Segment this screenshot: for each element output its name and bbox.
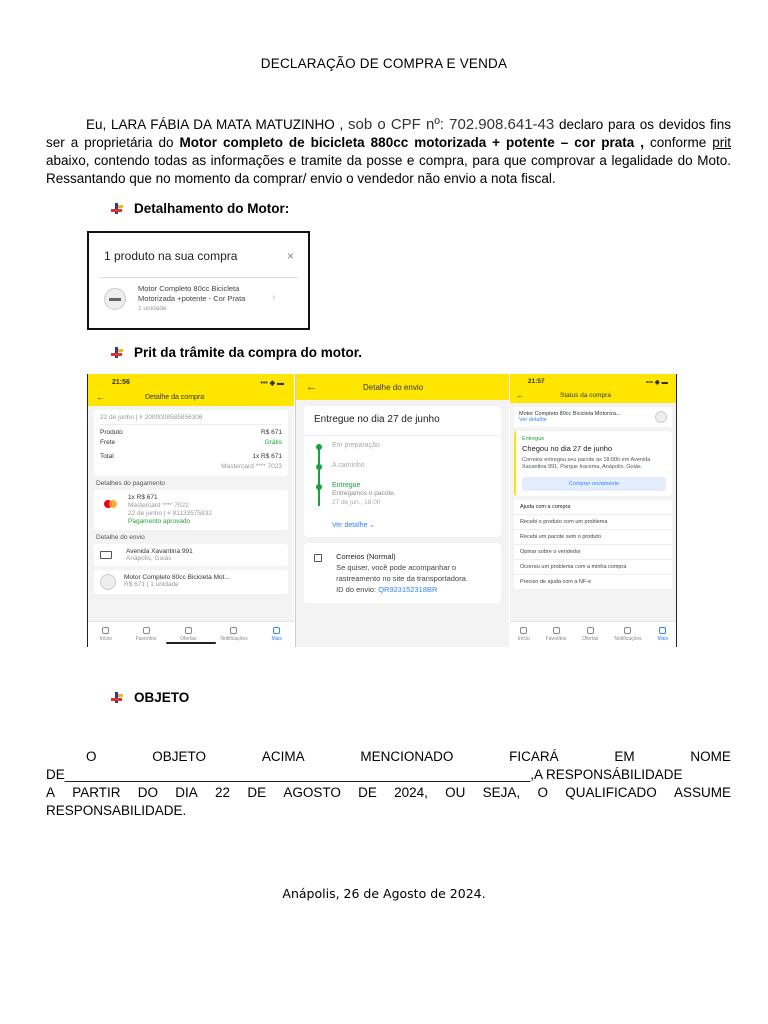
carrier-name: Correios (Normal)	[336, 552, 396, 561]
pushpin-bullet-icon	[110, 691, 124, 705]
help-title: Ajuda com a compra	[514, 500, 672, 515]
intro-prit: prit	[712, 135, 731, 150]
shipping-detail-screenshot	[295, 374, 509, 647]
intro-name: Eu, LARA FÁBIA DA MATA MATUZINHO ,	[86, 117, 344, 132]
section-prit-heading	[110, 345, 362, 360]
intro-cpf: sob o CPF nº: 702.908.641-43	[347, 116, 555, 133]
tab-favorites[interactable]: Favoritos	[546, 627, 567, 642]
shipping-value: Grátis	[264, 439, 282, 446]
intro-text-2: conforme	[643, 135, 713, 150]
tab-home[interactable]: Início	[100, 627, 112, 642]
section-prit-label: Prit da trâmite da compra do motor.	[134, 345, 363, 360]
cart-screenshot	[87, 231, 310, 330]
product-title: Motor Completo 80cc Bicicleta Motoriza...	[519, 411, 621, 417]
order-id: 22 de junho | # 2000008585856306	[100, 414, 203, 421]
tracking-label: ID do envio:	[336, 585, 379, 594]
section-motor-label: Detalhamento do Motor:	[134, 201, 290, 216]
nav-title: Detalhe do envio	[363, 382, 424, 392]
step-on-the-way: A caminho	[332, 462, 365, 469]
truck-icon	[100, 551, 112, 559]
help-item[interactable]: Recebi o produto com um problema	[514, 515, 672, 530]
status-text: Correios entregou seu pacote às 18:00h em Avenida Xavantina 991, Parque Iracema, Anápolis, Goiás.	[522, 457, 651, 470]
see-detail-link[interactable]: Ver detalhe ⌄	[332, 522, 376, 529]
pushpin-bullet-icon	[110, 202, 124, 216]
help-item[interactable]: Ocorreu um problema com a minha compra	[514, 560, 672, 575]
address: Avenida Xavantina 991	[126, 548, 193, 555]
intro-paragraph	[46, 116, 731, 188]
section-motor-heading	[110, 201, 289, 216]
tracking-code[interactable]: QR923152318BR	[378, 585, 438, 594]
delivered-date: 27 de jun., 18:00	[332, 499, 381, 506]
total-card: Mastercard **** 7023	[221, 463, 282, 470]
status-icons: ••• ◆ ▬	[260, 380, 284, 387]
product-value: R$ 671	[261, 429, 282, 436]
motor-thumbnail	[104, 288, 126, 310]
motor-thumbnail	[100, 574, 116, 590]
close-icon: ×	[286, 249, 294, 263]
delivered-title: Entregue no dia 27 de junho	[314, 414, 440, 425]
menu-icon	[273, 627, 280, 634]
total-label: Total	[100, 453, 114, 460]
purchase-detail-screenshot	[87, 374, 294, 647]
section-objeto-label: OBJETO	[134, 690, 190, 705]
help-item[interactable]: Preciso de ajuda com a NF-e	[514, 575, 672, 590]
product-label: Produto	[100, 429, 123, 436]
tab-favorites[interactable]: Favoritos	[136, 627, 157, 642]
chevron-right-icon: ›	[272, 292, 276, 303]
nav-title: Status da compra	[560, 391, 611, 399]
back-arrow-icon: ←	[96, 392, 105, 402]
status-icons: ••• ◆ ▬	[646, 379, 668, 386]
carrier-text: Se quiser, você pode acompanhar o rastreamento no site da transportadora.	[336, 563, 468, 583]
help-item[interactable]: Opinar sobre o vendedor	[514, 545, 672, 560]
city: Anápolis, Goiás	[126, 555, 172, 562]
intro-text-3: abaixo, contendo todas as informações e tramite da posse e compra, para que comprovar a legalidade do Moto. Ressantando que no momento da comprar/ envio o vendedor não envio a nota fiscal.	[46, 153, 731, 186]
section-objeto-heading	[110, 690, 189, 705]
see-detail-link[interactable]: Ver detalhe	[519, 417, 547, 423]
heart-icon	[143, 627, 150, 634]
step-delivered: Entregue	[332, 482, 361, 489]
tab-notifications[interactable]: Notificações	[220, 627, 247, 642]
tab-more[interactable]: Mais	[271, 627, 282, 642]
home-icon	[520, 627, 527, 634]
motor-thumbnail	[655, 411, 667, 423]
payment-section-title: Detalhes do pagamento	[96, 480, 166, 487]
item-sub: R$ 671 | 1 unidade	[124, 581, 179, 588]
intro-product: Motor completo de bicicleta 880cc motorizada + potente – cor prata ,	[179, 135, 644, 150]
tab-home[interactable]: Início	[518, 627, 530, 642]
help-item[interactable]: Recebi um pacote sem o produto	[514, 530, 672, 545]
document-date: Anápolis, 26 de Agosto de 2024.	[282, 886, 486, 901]
total-value: 1x R$ 671	[252, 453, 282, 460]
pushpin-bullet-icon	[110, 346, 124, 360]
objeto-line-1: O OBJETO ACIMA MENCIONADO FICARÁ EM NOME	[86, 749, 731, 764]
tag-icon	[185, 627, 192, 634]
status-time: 21:57	[528, 378, 545, 385]
tab-bar	[510, 621, 676, 647]
item-name: Motor Completo 80cc Bicicleta Mot...	[124, 574, 230, 581]
tab-offers[interactable]: Ofertas	[180, 627, 196, 642]
buy-again-button[interactable]: Comprar novamente	[522, 477, 666, 491]
purchase-status-screenshot	[510, 374, 677, 647]
status-time: 21:56	[112, 379, 130, 386]
tab-more[interactable]: Mais	[657, 627, 668, 642]
pay-amount: 1x R$ 671	[128, 494, 158, 501]
status-title: Chegou no dia 27 de junho	[522, 444, 613, 453]
mastercard-icon	[104, 500, 118, 509]
pay-card: Mastercard **** 7022	[128, 502, 189, 509]
bell-icon	[230, 627, 237, 634]
status-label: Entregue	[522, 436, 545, 442]
tag-icon	[587, 627, 594, 634]
back-arrow-icon: ←	[516, 390, 524, 400]
truck-icon	[314, 554, 322, 562]
tab-notifications[interactable]: Notificações	[614, 627, 641, 642]
objeto-paragraph	[46, 748, 731, 820]
tab-offers[interactable]: Ofertas	[582, 627, 598, 642]
heart-icon	[553, 627, 560, 634]
back-arrow-icon: ←	[306, 381, 317, 393]
pay-date: 22 de junho | # 81133575832	[128, 510, 212, 517]
delivered-sub: Entregamos o pacote.	[332, 490, 396, 497]
document-title: DECLARAÇÃO DE COMPRA E VENDA	[260, 56, 508, 71]
cart-item-name: Motor Completo 80cc Bicicleta Motorizada +potente - Cor Prata	[138, 284, 246, 303]
objeto-line-2: DE______________________________________________________________,A RESPONSÁBILIDADE	[46, 767, 683, 782]
shipping-label: Frete	[100, 439, 116, 446]
objeto-line-3: A PARTIR DO DIA 22 DE AGOSTO DE 2024, OU SEJA, O QUALIFICADO ASSUME	[46, 785, 731, 800]
shipping-section-title: Detalhe do envio	[96, 534, 145, 541]
home-icon	[102, 627, 109, 634]
bell-icon	[624, 627, 631, 634]
pay-status: Pagamento aprovado	[128, 518, 191, 525]
menu-icon	[659, 627, 666, 634]
step-preparing: Em preparação	[332, 442, 380, 449]
cart-title: 1 produto na sua compra	[104, 249, 238, 263]
objeto-line-4: RESPONSABILIDADE.	[46, 803, 187, 818]
cart-item-qty: 1 unidade	[138, 305, 167, 312]
nav-title: Detalhe da compra	[145, 393, 205, 401]
intro-text-1: declaro para os devidos fins ser a proprietária do	[46, 117, 731, 150]
